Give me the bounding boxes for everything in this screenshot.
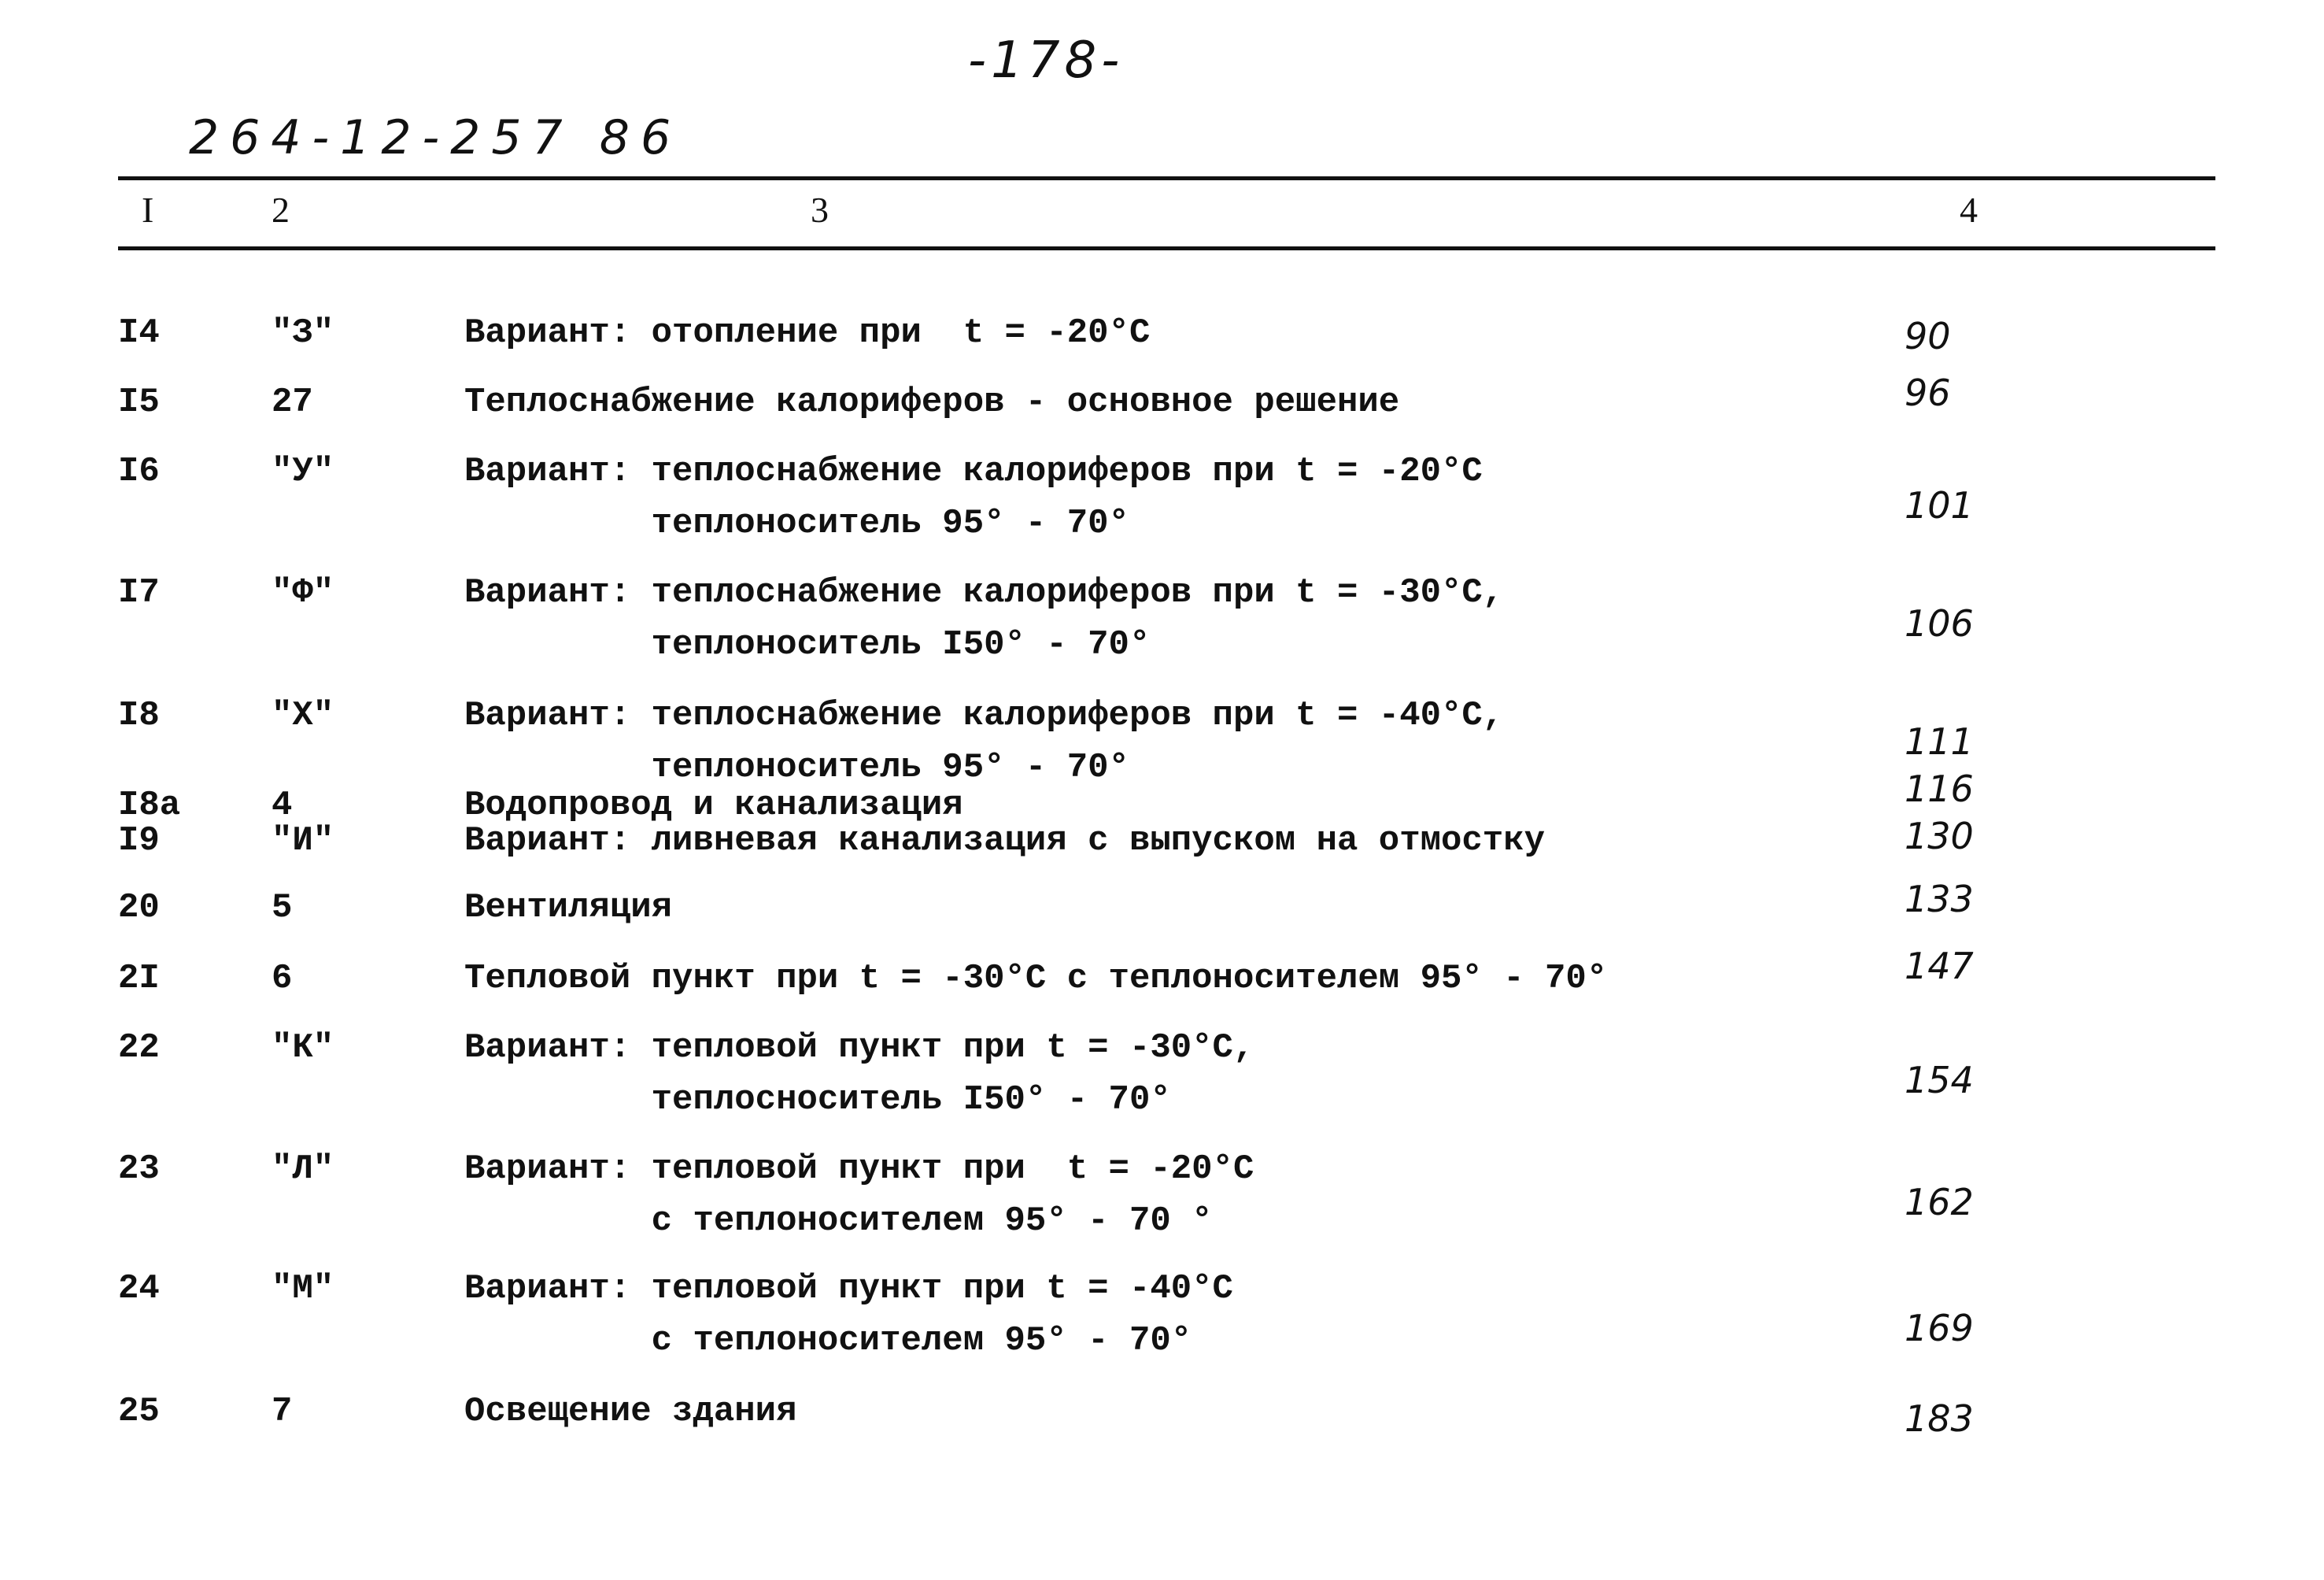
row-description: Вентиляция <box>464 888 673 927</box>
row-number: I5 <box>118 383 160 422</box>
page-reference: 162 <box>1905 1181 1974 1223</box>
section-number: "К" <box>272 1028 334 1068</box>
table-header-rule <box>118 246 2215 250</box>
row-description: Вариант: тепловой пункт при t = -40°С <box>464 1269 1233 1308</box>
header-col-2: 2 <box>272 190 290 230</box>
row-number: I8а <box>118 786 181 825</box>
row-description: Вариант: ливневая канализация с выпуском на отмостку <box>464 821 1546 860</box>
page-reference: 133 <box>1905 878 1974 920</box>
row-description: Вариант: тепловой пункт при t = -20°С <box>464 1149 1254 1189</box>
row-number: 20 <box>118 888 160 927</box>
row-number: 24 <box>118 1269 160 1308</box>
table-top-rule <box>118 176 2215 180</box>
row-description: Вариант: тепловой пункт при t = -30°С, <box>464 1028 1254 1068</box>
section-number: "Л" <box>272 1149 334 1189</box>
header-col-3: 3 <box>811 190 829 230</box>
section-number: "З" <box>272 313 334 353</box>
row-description: Теплоснабжение калориферов - основное решение <box>464 383 1400 422</box>
row-description: Вариант: теплоснабжение калориферов при t = -30°С, <box>464 573 1504 612</box>
page-reference: 169 <box>1905 1307 1974 1349</box>
header-col-4: 4 <box>1960 190 1978 230</box>
row-number: I9 <box>118 821 160 860</box>
page-reference: 106 <box>1905 602 1974 645</box>
section-number: "Ф" <box>272 573 334 612</box>
page-reference: 111 <box>1905 720 1974 763</box>
page-reference: 183 <box>1905 1397 1974 1440</box>
section-number: "М" <box>272 1269 334 1308</box>
page-reference: 101 <box>1905 484 1974 527</box>
row-number: I4 <box>118 313 160 353</box>
section-number: 7 <box>272 1392 293 1431</box>
row-description: теплосноситель I50° - 70° <box>464 1080 1171 1119</box>
section-number: "У" <box>272 452 334 491</box>
row-description: с теплоносителем 95° - 70° <box>464 1321 1192 1360</box>
page-reference: 116 <box>1905 768 1974 810</box>
header-col-1: I <box>142 190 154 230</box>
page-reference: 154 <box>1905 1059 1974 1101</box>
row-number: I8 <box>118 696 160 735</box>
page-number: -178- <box>968 31 1125 90</box>
document-code: 264-12-257 86 <box>189 110 682 165</box>
row-description: с теплоносителем 95° - 70 ° <box>464 1201 1213 1241</box>
row-number: 23 <box>118 1149 160 1189</box>
section-number: 4 <box>272 786 293 825</box>
row-number: I7 <box>118 573 160 612</box>
section-number: 27 <box>272 383 313 422</box>
row-number: 2I <box>118 959 160 998</box>
section-number: 6 <box>272 959 293 998</box>
row-description: Тепловой пункт при t = -30°С с теплоносителем 95° - 70° <box>464 959 1608 998</box>
page-reference: 96 <box>1905 372 1951 414</box>
page-reference: 130 <box>1905 815 1974 857</box>
row-number: 25 <box>118 1392 160 1431</box>
row-description: Вариант: теплоснабжение калориферов при t = -20°С <box>464 452 1483 491</box>
row-description: теплоноситель I50° - 70° <box>464 625 1151 664</box>
section-number: "И" <box>272 821 334 860</box>
page-reference: 147 <box>1905 945 1974 987</box>
section-number: "Х" <box>272 696 334 735</box>
row-number: I6 <box>118 452 160 491</box>
row-description: Вариант: теплоснабжение калориферов при t = -40°С, <box>464 696 1504 735</box>
row-description: Водопровод и канализация <box>464 786 963 825</box>
row-description: Освещение здания <box>464 1392 797 1431</box>
row-description: теплоноситель 95° - 70° <box>464 748 1129 787</box>
row-number: 22 <box>118 1028 160 1068</box>
row-description: Вариант: отопление при t = -20°С <box>464 313 1151 353</box>
section-number: 5 <box>272 888 293 927</box>
page-reference: 90 <box>1905 315 1951 357</box>
row-description: теплоноситель 95° - 70° <box>464 504 1129 543</box>
